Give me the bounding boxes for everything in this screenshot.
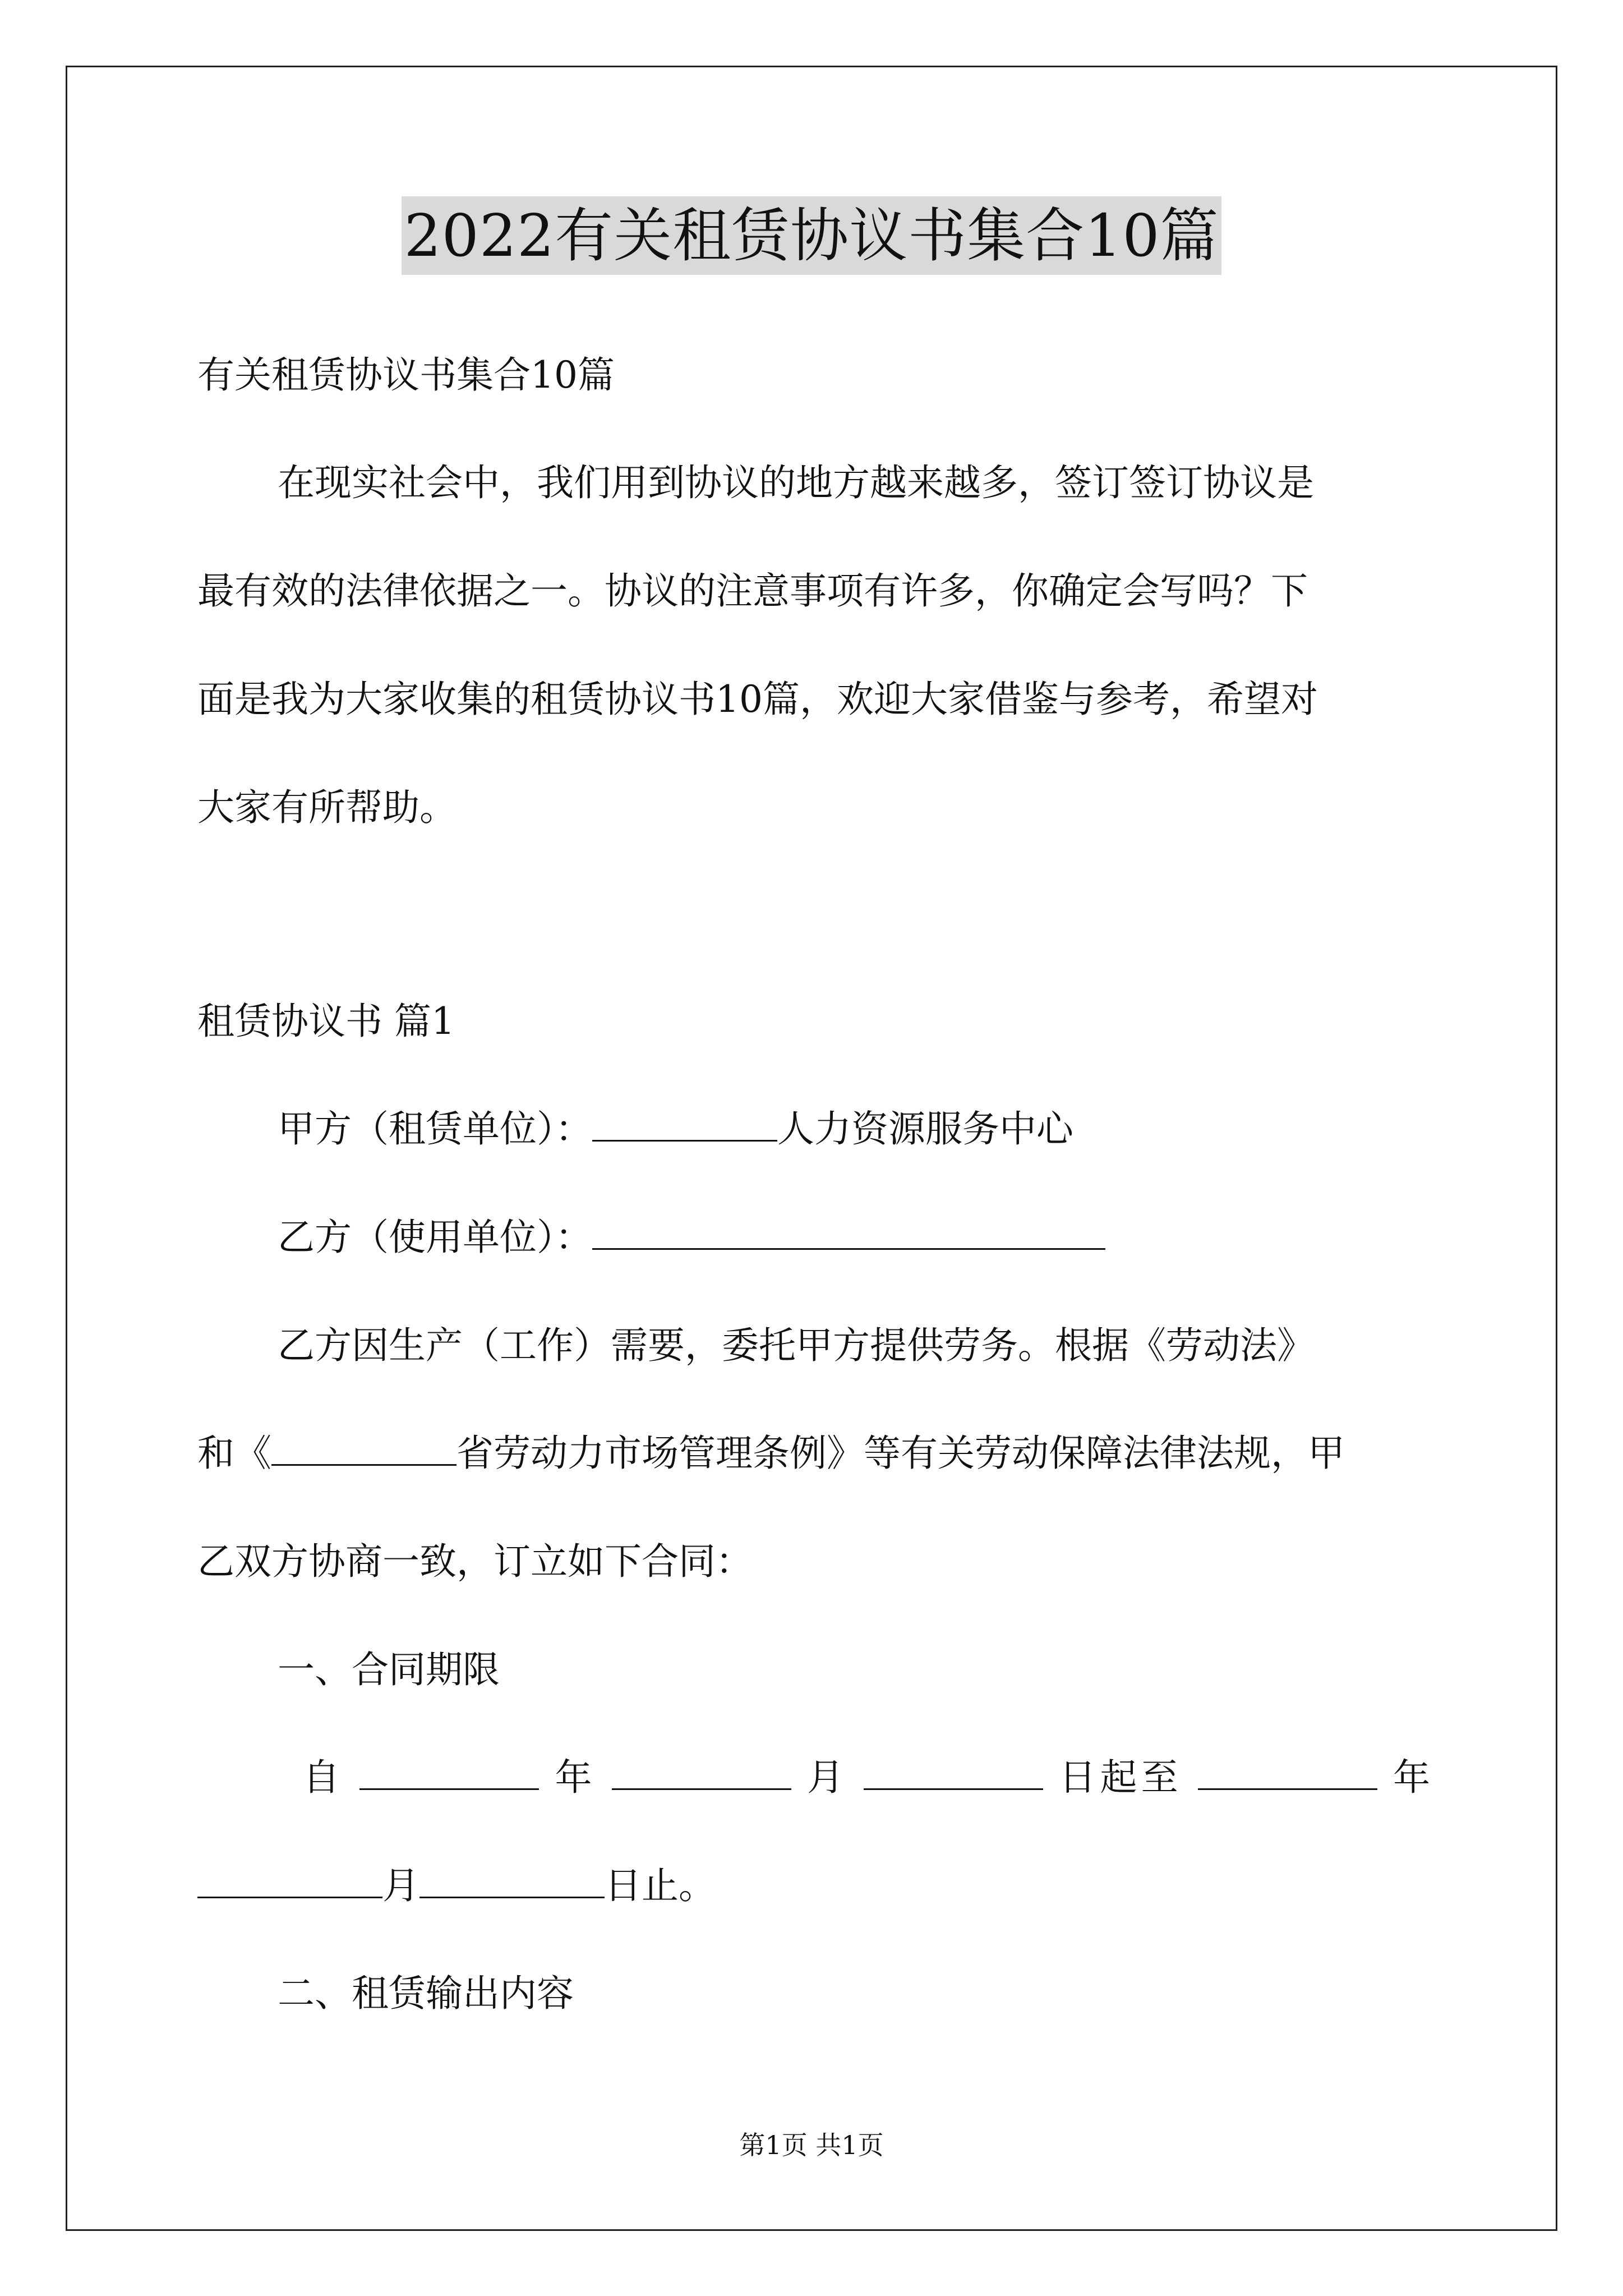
intro-line-4: 大家有所帮助。 [197, 786, 457, 829]
start-month-blank [612, 1755, 791, 1790]
date-word-year-2: 年 [1393, 1756, 1431, 1799]
body-line-3: 乙双方协商一致，订立如下合同： [197, 1540, 753, 1583]
date-word-to: 日起至 [1059, 1756, 1182, 1799]
body-line-2 [197, 1423, 1345, 1476]
date-word-month-2: 月 [382, 1864, 419, 1907]
party-b-blank [592, 1214, 1105, 1250]
date-line-2 [197, 1856, 716, 1909]
subtitle: 有关租赁协议书集合10篇 [197, 353, 615, 397]
province-blank [271, 1430, 457, 1466]
intro-line-2: 最有效的法律依据之一。协议的注意事项有许多，你确定会写吗？下 [197, 569, 1308, 613]
end-year-blank [1198, 1755, 1377, 1790]
party-b-line [278, 1207, 1105, 1260]
end-day-blank [419, 1863, 605, 1898]
party-a-label: 甲方（租赁单位）： [278, 1107, 592, 1151]
section-heading: 租赁协议书 篇1 [197, 1000, 455, 1043]
clause-1-heading: 一、合同期限 [278, 1648, 500, 1691]
party-a-line [278, 1099, 1073, 1152]
page-footer: 第1页 共1页 [739, 2130, 884, 2160]
date-word-end: 日止。 [605, 1864, 716, 1907]
date-word-from: 自 [303, 1756, 344, 1799]
document-title: 2022有关租赁协议书集合10篇 [402, 196, 1221, 275]
party-a-value: 人力资源服务中心 [777, 1107, 1073, 1151]
party-b-label: 乙方（使用单位）： [278, 1216, 592, 1259]
intro-line-1: 在现实社会中，我们用到协议的地方越来越多，签订签订协议是 [278, 461, 1314, 504]
date-word-year-1: 年 [555, 1756, 596, 1799]
date-word-month-1: 月 [806, 1756, 849, 1799]
intro-line-3: 面是我为大家收集的租赁协议书10篇，欢迎大家借鉴与参考，希望对 [197, 678, 1318, 721]
body-line-2-prefix: 和《 [197, 1432, 271, 1475]
date-line-1 [303, 1747, 1430, 1801]
party-a-blank [592, 1106, 777, 1142]
clause-2-heading: 二、租赁输出内容 [278, 1972, 574, 2015]
body-line-1: 乙方因生产（工作）需要，委托甲方提供劳务。根据《劳动法》 [278, 1324, 1314, 1367]
start-year-blank [359, 1755, 539, 1790]
end-month-blank [197, 1863, 382, 1898]
body-line-2-text: 省劳动力市场管理条例》等有关劳动保障法律法规，甲 [457, 1432, 1345, 1475]
start-day-blank [864, 1755, 1043, 1790]
title-container [0, 196, 1623, 275]
